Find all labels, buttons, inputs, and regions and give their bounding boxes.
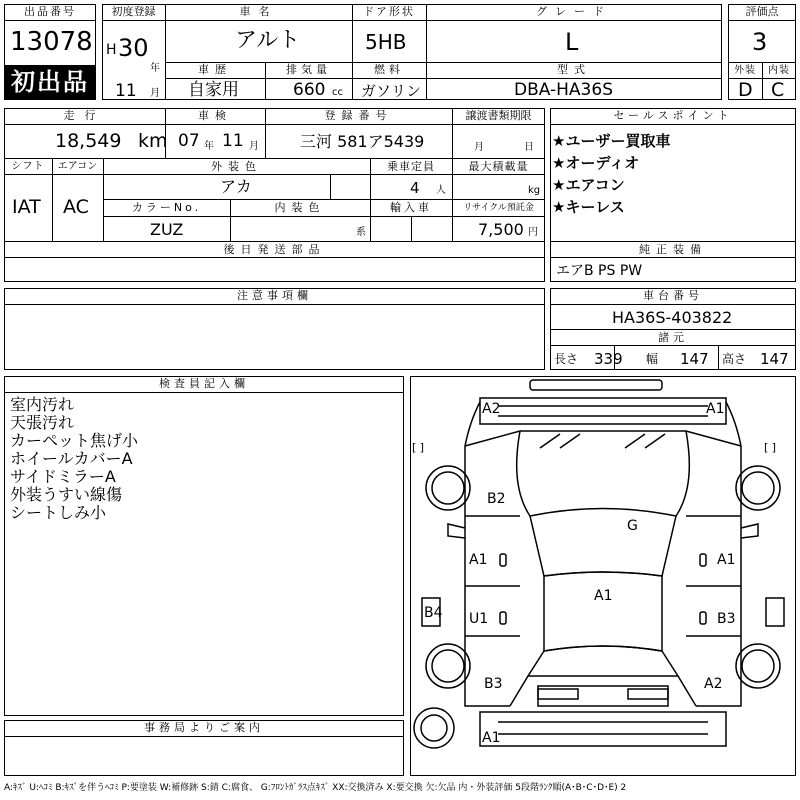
car-name-label: 車名 (239, 5, 278, 18)
mark-hood: B2 (487, 491, 506, 507)
mark-front-right: A1 (706, 401, 725, 417)
month-unit: 月 (150, 88, 160, 99)
recycle-label: リサイクル預託金 (463, 203, 534, 213)
ac-label: エアコン (57, 161, 98, 172)
mileage: 18,549 (55, 130, 122, 152)
inspector-note: シートしみ小 (10, 503, 107, 522)
bracket-right: [ ] (764, 441, 777, 454)
inspector-note: カーペット焦げ小 (10, 431, 139, 450)
capacity: 4 (410, 179, 420, 197)
plate-number: 三河 581ア5439 (300, 132, 425, 151)
transfer-label: 譲渡書類期限 (465, 109, 532, 122)
shift-label: シフト (11, 161, 45, 172)
notes-label: 注意事項欄 (237, 289, 312, 302)
model-code: DBA-HA36S (514, 80, 613, 100)
door-type: 5HB (365, 30, 407, 54)
mark-windshield: G (627, 518, 638, 534)
length-label: 長さ (554, 352, 579, 366)
transfer-month-unit: 月 (474, 142, 484, 153)
score: 3 (752, 28, 768, 56)
mark-right-front-door: A1 (717, 552, 736, 568)
first-listing-text: 初出品 (11, 68, 89, 96)
fuel: ガソリン (361, 82, 422, 100)
ac: AC (63, 196, 89, 218)
recycle-unit: 円 (528, 227, 538, 238)
grade-label: グレード (536, 5, 612, 18)
first-reg-label: 初度登録 (111, 5, 156, 18)
model-label: 型式 (557, 63, 591, 76)
dims-label: 諸元 (658, 331, 688, 344)
mark-left-sill: B4 (424, 605, 443, 621)
sales-points-list (552, 130, 670, 218)
chassis-label: 車台番号 (643, 289, 703, 302)
fuel-label: 燃料 (374, 63, 404, 76)
score-label: 評価点 (745, 5, 779, 18)
sales-point-item: ★ユーザー買取車 (552, 132, 671, 150)
mark-rear-left: B3 (484, 676, 503, 692)
height-label: 高さ (722, 352, 747, 366)
history: 自家用 (188, 80, 239, 100)
load-unit: kg (528, 185, 541, 196)
equipment-value: エアB PS PW (556, 263, 643, 279)
sales-point-item: ★エアコン (552, 176, 625, 194)
era: H (106, 42, 117, 58)
mileage-label: 走行 (63, 109, 106, 122)
mark-right-rear-door: B3 (717, 611, 736, 627)
plate-label: 登録番号 (324, 109, 393, 122)
grade: L (565, 28, 579, 56)
mark-left-front-door: A1 (469, 552, 488, 568)
door-label: ドア形状 (363, 5, 415, 18)
history-label: 車歴 (198, 63, 232, 76)
inspection-month-unit: 月 (249, 141, 259, 152)
sales-point-item: ★オーディオ (552, 154, 640, 172)
inspection-month: 11 (222, 131, 244, 151)
color-label: 外装色 (211, 160, 262, 173)
color-no: ZUZ (150, 220, 184, 239)
exterior-label: 外装 (734, 65, 756, 76)
displacement-label: 排気量 (286, 63, 331, 76)
inspector-note: 天張汚れ (10, 413, 75, 432)
displacement: 660 (293, 80, 326, 100)
interior-color-unit: 系 (356, 227, 366, 238)
length: 339 (594, 350, 623, 368)
capacity-label: 乗車定員 (387, 160, 435, 173)
recycle-fee: 7,500 (478, 220, 524, 239)
import-label: 輸入車 (390, 201, 432, 214)
office-label: 事務局よりご案内 (144, 721, 264, 734)
mark-roof: A1 (594, 588, 613, 604)
inspection-year-unit: 年 (204, 141, 214, 152)
capacity-unit: 人 (436, 185, 446, 196)
bracket-left: [ ] (412, 441, 425, 454)
mark-front-left: A2 (482, 401, 501, 417)
color: アカ (220, 177, 252, 196)
later-parts-label: 後日発送部品 (223, 243, 326, 256)
inspection-label: 車検 (198, 109, 232, 122)
inspector-note: ホイールカバーA (10, 449, 133, 468)
year-unit: 年 (150, 63, 160, 74)
first-reg-year: 30 (118, 34, 149, 62)
exterior-grade: D (738, 79, 753, 101)
first-reg-month: 11 (115, 81, 137, 101)
lot-number: 13078 (10, 27, 93, 57)
displacement-unit: cc (332, 87, 343, 98)
height: 147 (760, 350, 789, 368)
inspector-label: 検査員記入欄 (159, 377, 249, 390)
chassis-number: HA36S-403822 (612, 308, 733, 327)
transfer-day-unit: 日 (524, 142, 534, 153)
car-diagram (410, 376, 796, 776)
mileage-unit: km (138, 130, 168, 152)
sales-points-label: セールスポイント (613, 109, 733, 122)
inspector-notes (10, 396, 138, 522)
width: 147 (680, 350, 709, 368)
inspection-year: 07 (178, 131, 200, 151)
interior-label: 内装 (768, 65, 790, 76)
mark-left-rear-door: U1 (469, 611, 489, 627)
sales-point-item: ★キーレス (552, 198, 625, 216)
interior-grade: C (771, 79, 785, 101)
inspector-note: 外装うすい線傷 (10, 485, 123, 504)
mark-rear-right: A2 (704, 676, 723, 692)
damage-legend: A:ｷｽﾞ U:ﾍｺﾐ B:ｷｽﾞを伴うﾍｺﾐ P:要塗装 W:補修跡 S:錆 C:腐食、 G:ﾌﾛﾝﾄｶﾞﾗｽ点ｷｽﾞ XX:交換済み X:要交換 欠:欠品 内・外装評価 5段階ﾗﾝｸ順(A･B･C･D･E) 2 (4, 783, 627, 793)
load-label: 最大積載量 (468, 160, 529, 173)
inspector-note: 室内汚れ (10, 395, 75, 414)
car-name: アルト (235, 28, 301, 53)
mark-spare: A1 (482, 730, 501, 746)
width-label: 幅 (646, 352, 659, 366)
shift: IAT (12, 196, 41, 218)
color-no-label: カラーNo. (131, 201, 202, 214)
equipment-label: 純正装備 (639, 243, 707, 256)
interior-color-label: 内装色 (274, 201, 326, 214)
inspector-note: サイドミラーA (10, 467, 116, 486)
lot-no-label: 出品番号 (24, 5, 76, 18)
